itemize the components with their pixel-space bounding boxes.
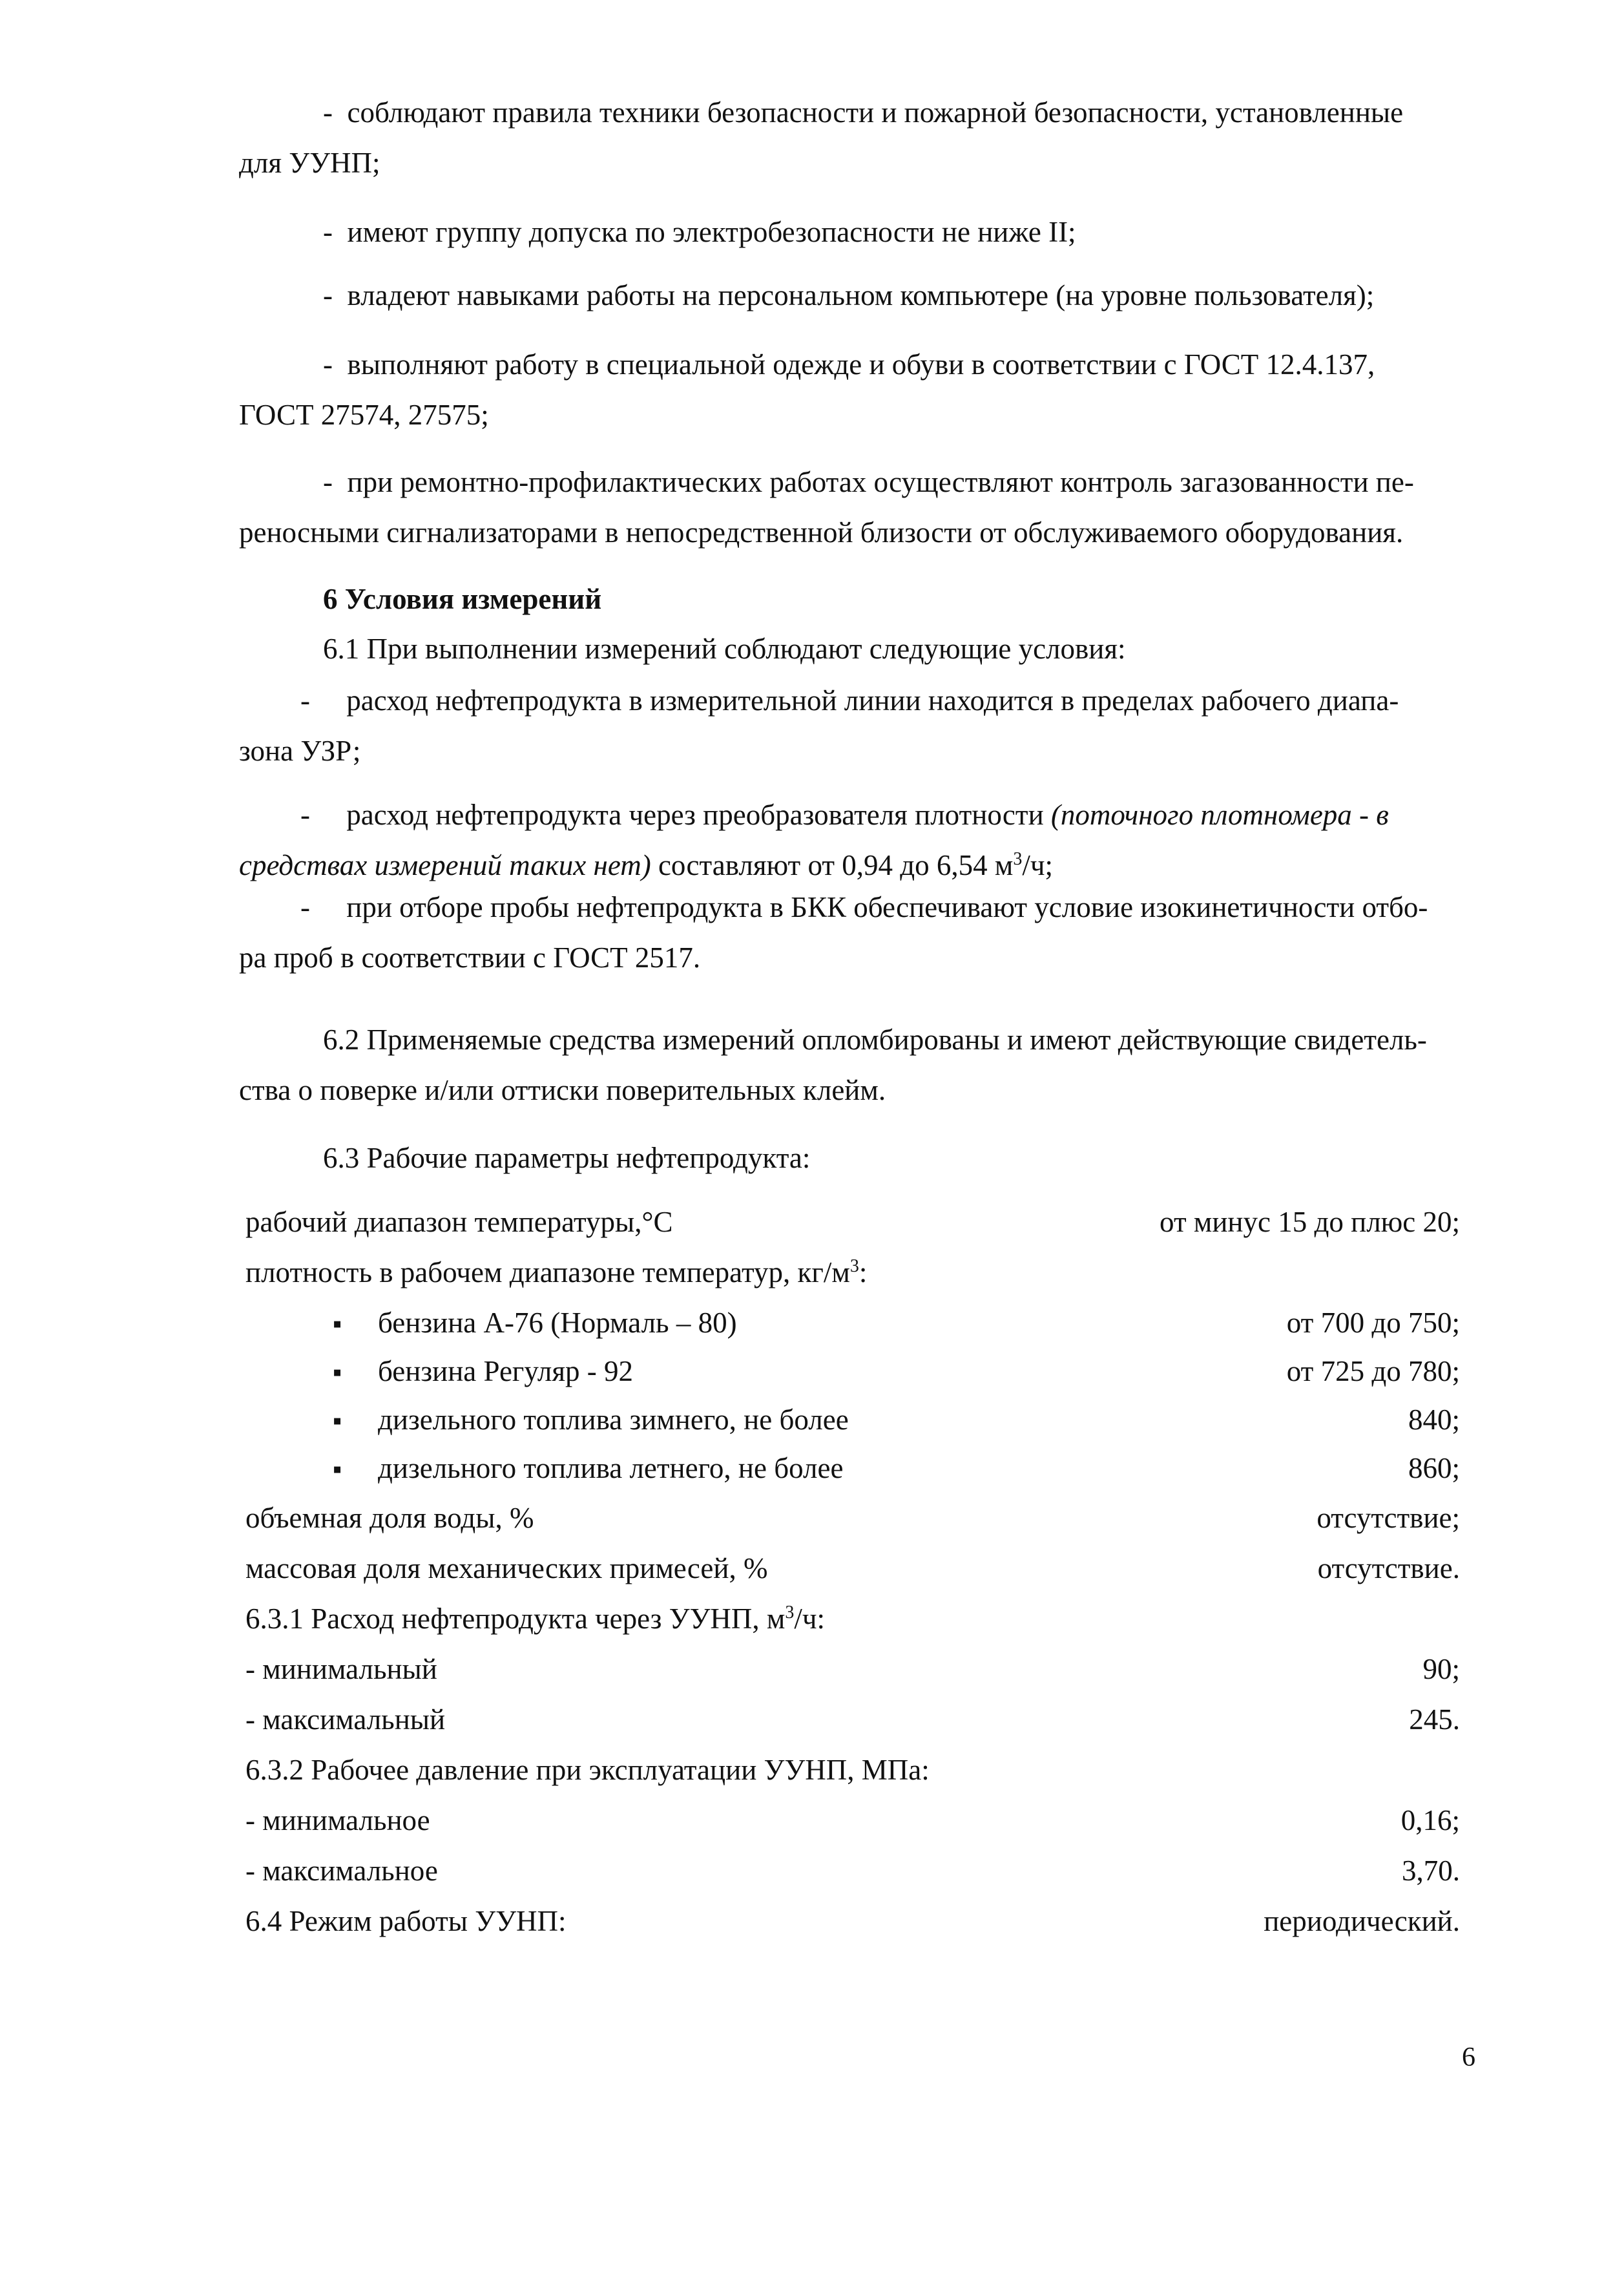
section-heading: 6 Условия измерений xyxy=(323,583,602,615)
paragraph-6-1: 6.1 При выполнении измерений соблюдают следующие условия: xyxy=(323,633,1126,665)
paragraph-6-2: 6.2 Применяемые средства измерений опломбированы и имеют действующие свидетель- ства о поверке и/или оттиски поверительных клейм. xyxy=(239,1024,1427,1106)
list-item: - при ремонтно-профилактических работах осуществляют контроль загазованности пе- реносными сигнализаторами в непосредственной близости от обслуживаемого оборудования. xyxy=(239,466,1414,549)
fuel-row: ▪ бензина Регуляр - 92 от 725 до 780; xyxy=(333,1346,1460,1396)
fuel-row: ▪ дизельного топлива зимнего, не более 840; xyxy=(333,1394,1460,1445)
condition-item: - при отборе пробы нефтепродукта в БКК обеспечивают условие изокинетичности отбо- ра проб в соответствии с ГОСТ 2517. xyxy=(239,891,1428,974)
param-row-mechanical: массовая доля механических примесей, % отсутствие. xyxy=(245,1552,1460,1584)
flow-title: 6.3.1 Расход нефтепродукта через УУНП, $м^3/ч$: xyxy=(245,1603,826,1635)
condition-item: - расход нефтепродукта через преобразователя плотности (поточного плотномера - в средствах измерений таких нет) составляют от 0,94 до 6,54 $м^3/ч$; xyxy=(239,799,1389,881)
fuel-row: ▪ бензина А-76 (Нормаль – 80) от 700 до 750; xyxy=(333,1298,1460,1348)
list-item: - владеют навыками работы на персональном компьютере (на уровне пользователя); xyxy=(323,279,1375,311)
paragraph-6-3: 6.3 Рабочие параметры нефтепродукта: xyxy=(323,1142,811,1174)
flow-min-row: - минимальный 90; xyxy=(245,1653,1460,1685)
pressure-min-row: - минимальное 0,16; xyxy=(245,1804,1460,1836)
mode-row: 6.4 Режим работы УУНП: периодический. xyxy=(245,1905,1460,1937)
flow-max-row: - максимальный 245. xyxy=(245,1703,1460,1736)
fuel-row: ▪ дизельного топлива летнего, не более 860; xyxy=(333,1443,1460,1493)
param-row-water: объемная доля воды, % отсутствие; xyxy=(245,1502,1460,1534)
condition-item: - расход нефтепродукта в измерительной линии находится в пределах рабочего диапа- зона УЗР; xyxy=(239,684,1399,767)
list-item: - выполняют работу в специальной одежде и обуви в соответствии с ГОСТ 12.4.137, ГОСТ 27574, 27575; xyxy=(239,348,1375,431)
pressure-title: 6.3.2 Рабочее давление при эксплуатации УУНП, МПа: xyxy=(245,1754,930,1786)
param-row-temperature: рабочий диапазон температуры,°С от минус 15 до плюс 20; xyxy=(245,1206,1460,1238)
pressure-max-row: - максимальное 3,70. xyxy=(245,1855,1460,1887)
page-number: 6 xyxy=(1462,2043,1475,2072)
param-row-density: плотность в рабочем диапазоне температур, $кг/м^3$: xyxy=(245,1256,868,1288)
list-item: - соблюдают правила техники безопасности и пожарной безопасности, установленные для УУНП; xyxy=(239,96,1404,179)
list-item: - имеют группу допуска по электробезопасности не ниже II; xyxy=(323,216,1076,248)
